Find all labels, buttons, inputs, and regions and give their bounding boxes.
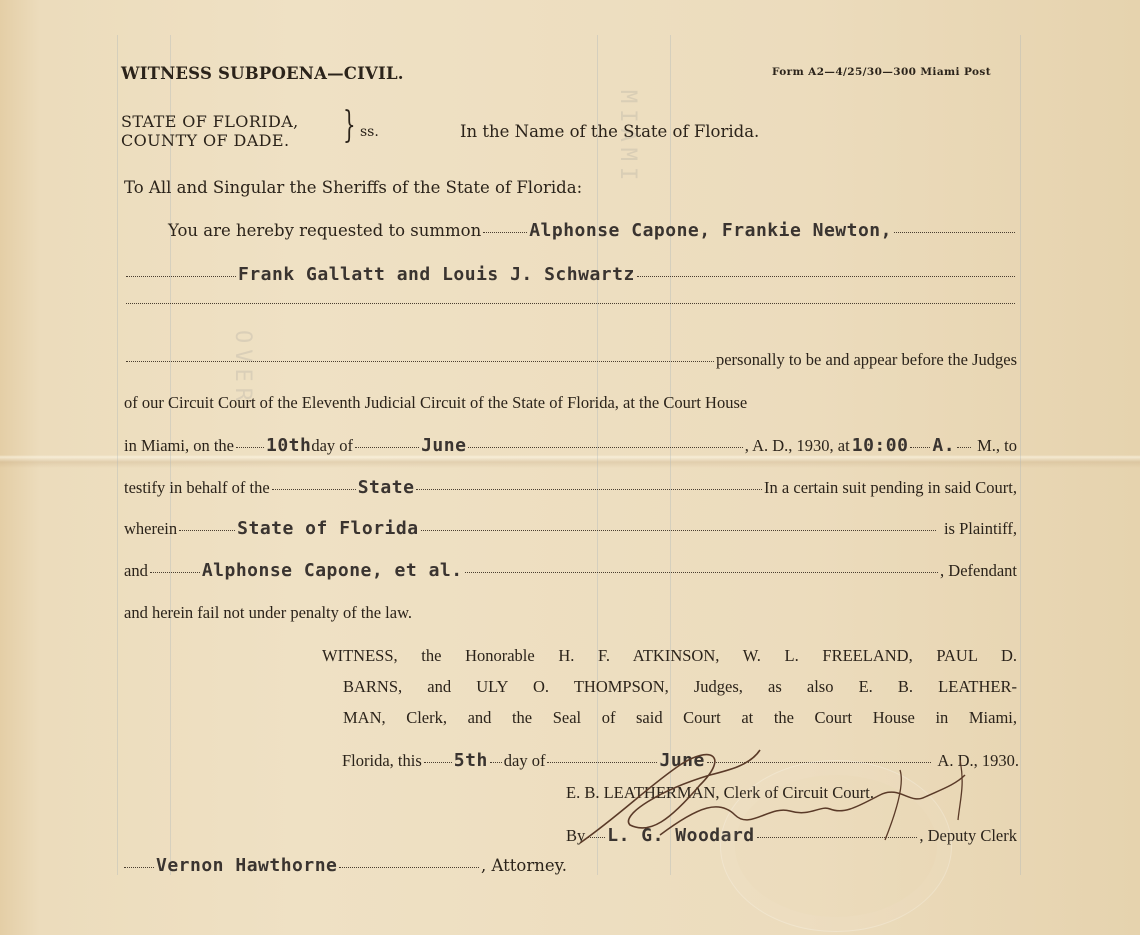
dotted-leader bbox=[637, 276, 1015, 277]
dated-line bbox=[342, 750, 1019, 771]
deputy-by: By bbox=[566, 826, 586, 845]
dated-prefix: Florida, this bbox=[342, 751, 422, 770]
behalf-suffix: In a certain suit pending in said Court, bbox=[764, 478, 1017, 497]
dotted-leader bbox=[126, 276, 236, 277]
dotted-leader bbox=[339, 867, 479, 868]
summon-line-3 bbox=[124, 306, 1017, 307]
penalty-text: and herein fail not under penalty of the law. bbox=[124, 603, 413, 622]
bleed-through-text: MIAMI bbox=[615, 90, 640, 187]
witness-line-3: MAN, Clerk, and the Seal of said Court at the Court House in Miami, bbox=[343, 708, 1017, 727]
dotted-leader bbox=[483, 232, 527, 233]
dotted-leader bbox=[272, 489, 356, 490]
deputy-name: L. G. Woodard bbox=[607, 825, 755, 846]
salutation bbox=[124, 178, 582, 197]
appearance-day: 10th bbox=[266, 435, 312, 456]
appearance-month: June bbox=[421, 435, 467, 456]
summon-lead: You are hereby requested to summon bbox=[168, 221, 482, 240]
venue-county: COUNTY OF DADE. bbox=[121, 131, 290, 150]
dotted-leader bbox=[894, 232, 1015, 233]
venue-state: STATE OF FLORIDA, bbox=[121, 112, 299, 131]
dotted-leader bbox=[126, 361, 714, 362]
dotted-leader bbox=[468, 447, 742, 448]
appearance-time: 10:00 bbox=[851, 435, 909, 456]
defendant-suffix: , Defendant bbox=[940, 561, 1017, 580]
venue-ss: ss. bbox=[360, 124, 379, 140]
witness-clause bbox=[322, 646, 1017, 739]
defendant-line bbox=[124, 560, 1017, 581]
attorney-name: Vernon Hawthorne bbox=[156, 855, 338, 876]
witness-line-1: WITNESS, the Honorable H. F. ATKINSON, W. L. FREELAND, PAUL D. bbox=[322, 646, 1017, 665]
dotted-leader bbox=[421, 530, 936, 531]
dated-day: 5th bbox=[453, 750, 488, 771]
appearance-meridiem: A. bbox=[932, 435, 956, 456]
behalf-line bbox=[124, 477, 1017, 498]
plaintiff-name: State of Florida bbox=[237, 518, 419, 539]
attorney-line bbox=[122, 855, 567, 876]
dotted-leader bbox=[236, 447, 264, 448]
summoned-names-2: Frank Gallatt and Louis J. Schwartz bbox=[238, 264, 635, 285]
clerk-name: E. B. LEATHERMAN, Clerk of Circuit Court. bbox=[566, 783, 874, 802]
summoned-names-1: Alphonse Capone, Frankie Newton, bbox=[529, 220, 892, 241]
salutation-text: To All and Singular the Sheriffs of the State of Florida: bbox=[124, 178, 583, 197]
deputy-suffix: , Deputy Clerk bbox=[919, 826, 1017, 845]
brace-glyph: } bbox=[343, 105, 356, 146]
dotted-leader bbox=[124, 867, 154, 868]
witness-line-2: BARNS, and ULY O. THOMPSON, Judges, as also E. B. LEATHER- bbox=[343, 677, 1017, 696]
plaintiff-prefix: wherein bbox=[124, 519, 178, 538]
appearance-day-of: day of bbox=[311, 436, 354, 455]
dotted-leader bbox=[424, 762, 452, 763]
document-title: WITNESS SUBPOENA—CIVIL. bbox=[121, 64, 404, 83]
dated-day-of: day of bbox=[503, 751, 546, 770]
venue-block bbox=[121, 112, 299, 150]
summon-line-2 bbox=[124, 264, 1017, 285]
embossed-court-seal bbox=[720, 760, 952, 932]
dotted-leader bbox=[126, 303, 1015, 304]
behalf-party: State bbox=[357, 477, 415, 498]
behalf-prefix: testify in behalf of the bbox=[124, 478, 270, 497]
dotted-leader bbox=[416, 489, 762, 490]
court-text: of our Circuit Court of the Eleventh Judicial Circuit of the State of Florida, at the Court House bbox=[124, 393, 748, 412]
summon-tail: personally to be and appear before the Judges bbox=[715, 350, 1017, 369]
court-line bbox=[124, 393, 1017, 413]
defendant-name: Alphonse Capone, et al. bbox=[201, 560, 463, 581]
appearance-prefix: in Miami, on the bbox=[124, 436, 234, 455]
dotted-leader bbox=[547, 762, 657, 763]
dotted-leader bbox=[465, 572, 938, 573]
dotted-leader bbox=[490, 762, 502, 763]
dotted-leader bbox=[355, 447, 419, 448]
dotted-leader bbox=[957, 447, 971, 448]
bleed-through-text: OVER bbox=[230, 330, 255, 407]
appearance-line bbox=[124, 435, 1017, 456]
ruled-guide bbox=[1020, 35, 1021, 875]
dated-suffix: A. D., 1930. bbox=[937, 751, 1019, 770]
defendant-prefix: and bbox=[124, 561, 148, 580]
summon-line bbox=[168, 220, 1017, 241]
dotted-leader bbox=[179, 530, 235, 531]
dotted-leader bbox=[150, 572, 200, 573]
summon-tail-line bbox=[124, 350, 1017, 370]
appearance-year: , A. D., 1930, at bbox=[744, 436, 850, 455]
penalty-line bbox=[124, 603, 412, 623]
form-number: Form A2—4/25/30—300 Miami Post bbox=[772, 66, 991, 78]
appearance-suffix: M., to bbox=[977, 436, 1017, 455]
dotted-leader bbox=[587, 837, 605, 838]
plaintiff-suffix: is Plaintiff, bbox=[943, 519, 1017, 538]
dated-month: June bbox=[659, 750, 705, 771]
attorney-suffix: , Attorney. bbox=[481, 856, 567, 875]
dotted-leader bbox=[910, 447, 930, 448]
name-of-state: In the Name of the State of Florida. bbox=[460, 122, 760, 141]
plaintiff-line bbox=[124, 518, 1017, 539]
ruled-guide bbox=[117, 35, 118, 875]
